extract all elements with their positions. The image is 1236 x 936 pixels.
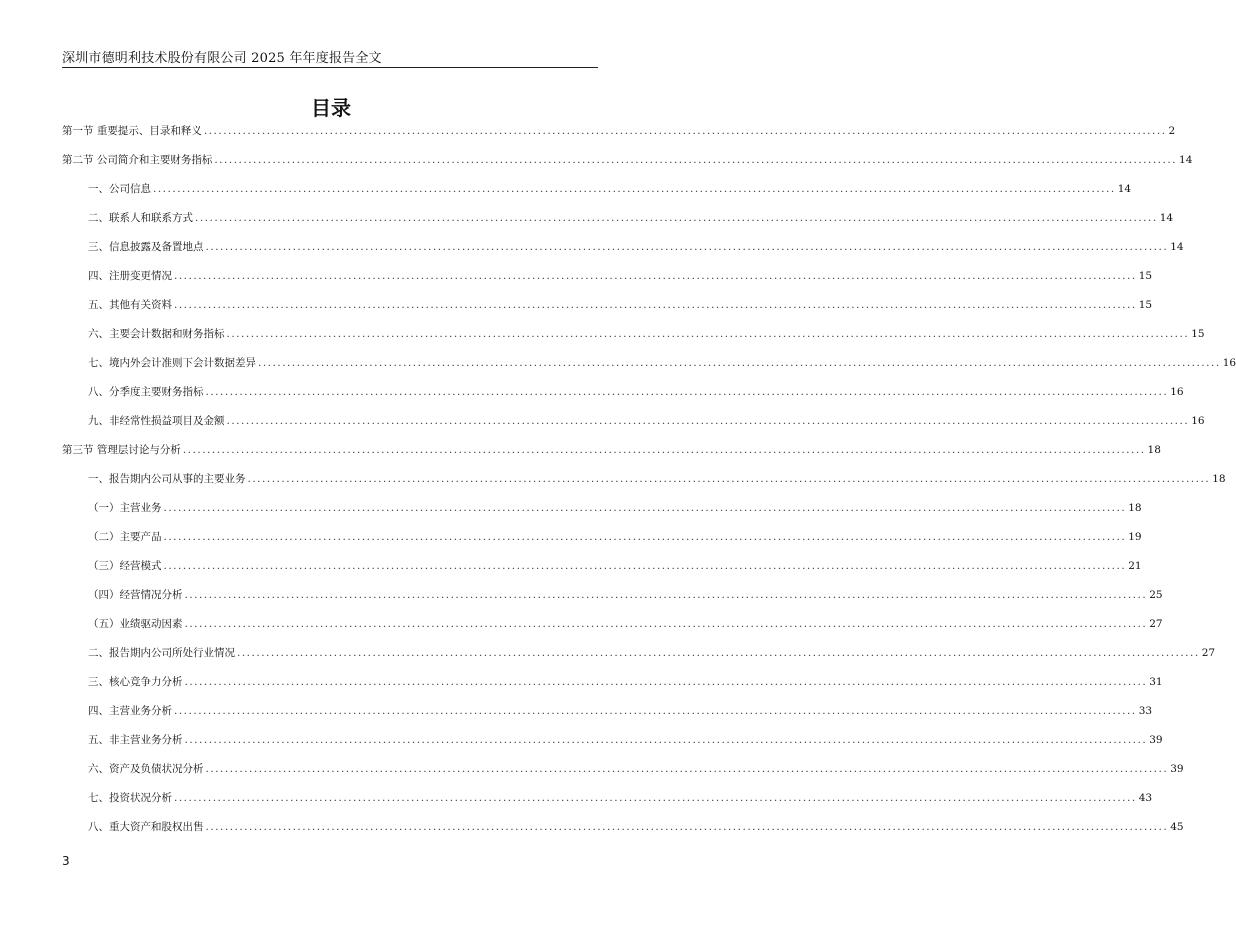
toc-dot-leader: ....................................................................................................................................................................................................... <box>182 444 1146 456</box>
toc-dot-leader: ....................................................................................................................................................................................................... <box>184 676 1148 688</box>
toc-entry-label: 第二节 公司简介和主要财务指标 <box>62 154 213 166</box>
toc-entry[interactable] <box>88 761 1184 777</box>
toc-entry-page: 31 <box>1149 676 1163 688</box>
toc-entry-page: 16 <box>1191 415 1205 427</box>
toc-title: 目录 <box>311 96 351 120</box>
toc-entry[interactable] <box>88 239 1184 255</box>
toc-dot-leader: ....................................................................................................................................................................................................... <box>214 154 1178 166</box>
toc-entry-page: 27 <box>1201 647 1216 659</box>
toc-entry-page: 21 <box>1128 560 1142 572</box>
page-header: 深圳市德明利技术股份有限公司 2025 年年度报告全文 <box>62 51 382 66</box>
toc-entry-page: 39 <box>1149 734 1163 746</box>
toc-dot-leader: ....................................................................................................................................................................................................... <box>226 415 1190 427</box>
toc-entry[interactable] <box>88 529 1142 545</box>
toc-entry-page: 15 <box>1138 299 1153 311</box>
toc-entry[interactable] <box>88 326 1205 342</box>
toc-dot-leader: ....................................................................................................................................................................................................... <box>163 560 1127 572</box>
toc-dot-leader: ....................................................................................................................................................................................................... <box>184 618 1148 630</box>
toc-entry-label: 一、报告期内公司从事的主要业务 <box>88 473 246 485</box>
toc-dot-leader: ....................................................................................................................................................................................................... <box>184 734 1148 746</box>
toc-entry[interactable] <box>88 471 1226 487</box>
toc-entry[interactable] <box>88 674 1163 690</box>
toc-entry-label: 第一节 重要提示、目录和释义 <box>62 125 202 137</box>
toc-entry-page: 14 <box>1117 183 1132 195</box>
toc-entry[interactable] <box>88 616 1163 632</box>
toc-entry-label: （二）主要产品 <box>88 531 162 543</box>
toc-entry-page: 15 <box>1138 270 1153 282</box>
toc-entry-label: 九、非经常性损益项目及金额 <box>88 415 225 427</box>
toc-entry-page: 45 <box>1170 821 1184 833</box>
toc-entry-page: 25 <box>1149 589 1163 601</box>
toc-entry-label: （三）经营模式 <box>88 560 162 572</box>
toc-entry-label: 六、主要会计数据和财务指标 <box>88 328 225 340</box>
toc-dot-leader: ....................................................................................................................................................................................................... <box>184 589 1148 601</box>
toc-entry-label: 一、公司信息 <box>88 183 151 195</box>
toc-entry-page: 33 <box>1138 705 1153 717</box>
toc-dot-leader: ....................................................................................................................................................................................................... <box>205 241 1169 253</box>
toc-dot-leader: ....................................................................................................................................................................................................... <box>237 647 1200 659</box>
toc-entry-label: 二、报告期内公司所处行业情况 <box>88 647 235 659</box>
toc-entry-page: 19 <box>1128 531 1142 543</box>
toc-entry[interactable] <box>88 558 1142 574</box>
toc-entry-page: 14 <box>1170 241 1184 253</box>
toc-entry-page: 18 <box>1128 502 1142 514</box>
toc-entry-label: 四、主营业务分析 <box>88 705 172 717</box>
toc-dot-leader: ....................................................................................................................................................................................................... <box>205 386 1169 398</box>
page-number: 3 <box>62 854 70 868</box>
toc-entry-page: 16 <box>1222 357 1236 369</box>
toc-dot-leader: ....................................................................................................................................................................................................... <box>163 531 1127 543</box>
toc-entry[interactable] <box>88 587 1163 603</box>
toc-entry[interactable] <box>88 819 1184 835</box>
toc-dot-leader: ....................................................................................................................................................................................................... <box>258 357 1221 369</box>
toc-dot-leader: ....................................................................................................................................................................................................... <box>153 183 1116 195</box>
toc-entry-page: 14 <box>1179 154 1193 166</box>
toc-dot-leader: ....................................................................................................................................................................................................... <box>205 763 1169 775</box>
toc-dot-leader: ....................................................................................................................................................................................................... <box>163 502 1127 514</box>
toc-entry-label: 二、联系人和联系方式 <box>88 212 193 224</box>
toc-dot-leader: ....................................................................................................................................................................................................... <box>247 473 1211 485</box>
toc-entry[interactable] <box>62 442 1161 458</box>
toc-entry[interactable] <box>88 703 1153 719</box>
toc-entry-page: 15 <box>1191 328 1205 340</box>
toc-entry-label: （一）主营业务 <box>88 502 162 514</box>
toc-entry[interactable] <box>88 790 1153 806</box>
toc-dot-leader: ....................................................................................................................................................................................................... <box>203 125 1167 137</box>
toc-entry-page: 16 <box>1170 386 1184 398</box>
toc-entry[interactable] <box>62 123 1176 139</box>
toc-entry-label: 四、注册变更情况 <box>88 270 172 282</box>
toc-entry-label: （五）业绩驱动因素 <box>88 618 183 630</box>
toc-entry-page: 27 <box>1149 618 1163 630</box>
toc-entry[interactable] <box>88 500 1142 516</box>
toc-entry-label: 三、信息披露及备置地点 <box>88 241 204 253</box>
header-rule <box>62 67 598 68</box>
toc-entry-label: 第三节 管理层讨论与分析 <box>62 444 181 456</box>
toc-entry-page: 14 <box>1159 212 1174 224</box>
toc-entry-label: 五、非主营业务分析 <box>88 734 183 746</box>
toc-entry[interactable] <box>88 413 1205 429</box>
toc-entry-label: 八、重大资产和股权出售 <box>88 821 204 833</box>
toc-entry[interactable] <box>62 152 1193 168</box>
toc-entry-page: 18 <box>1147 444 1161 456</box>
toc-entry-page: 18 <box>1212 473 1226 485</box>
toc-entry-label: 三、核心竞争力分析 <box>88 676 183 688</box>
toc-entry-label: 七、境内外会计准则下会计数据差异 <box>88 357 256 369</box>
toc-entry-label: 八、分季度主要财务指标 <box>88 386 204 398</box>
toc-entry-label: 五、其他有关资料 <box>88 299 172 311</box>
toc-entry[interactable] <box>88 645 1216 661</box>
toc-entry[interactable] <box>88 355 1236 371</box>
toc-dot-leader: ....................................................................................................................................................................................................... <box>174 792 1137 804</box>
toc-entry[interactable] <box>88 384 1184 400</box>
toc-entry-page: 43 <box>1138 792 1153 804</box>
toc-dot-leader: ....................................................................................................................................................................................................... <box>174 705 1137 717</box>
toc-entry-label: 七、投资状况分析 <box>88 792 172 804</box>
toc-entry[interactable] <box>88 732 1163 748</box>
toc-dot-leader: ....................................................................................................................................................................................................... <box>174 299 1137 311</box>
toc-dot-leader: ....................................................................................................................................................................................................... <box>174 270 1137 282</box>
toc-entry-page: 39 <box>1170 763 1184 775</box>
toc-entry[interactable] <box>88 268 1153 284</box>
toc-entry-label: （四）经营情况分析 <box>88 589 183 601</box>
toc-entry[interactable] <box>88 297 1153 313</box>
toc-entry-label: 六、资产及负债状况分析 <box>88 763 204 775</box>
toc-dot-leader: ....................................................................................................................................................................................................... <box>195 212 1158 224</box>
toc-dot-leader: ....................................................................................................................................................................................................... <box>205 821 1169 833</box>
toc-entry-page: 2 <box>1168 125 1176 137</box>
toc-dot-leader: ....................................................................................................................................................................................................... <box>226 328 1190 340</box>
toc-entry[interactable] <box>88 181 1132 197</box>
toc-entry[interactable] <box>88 210 1174 226</box>
